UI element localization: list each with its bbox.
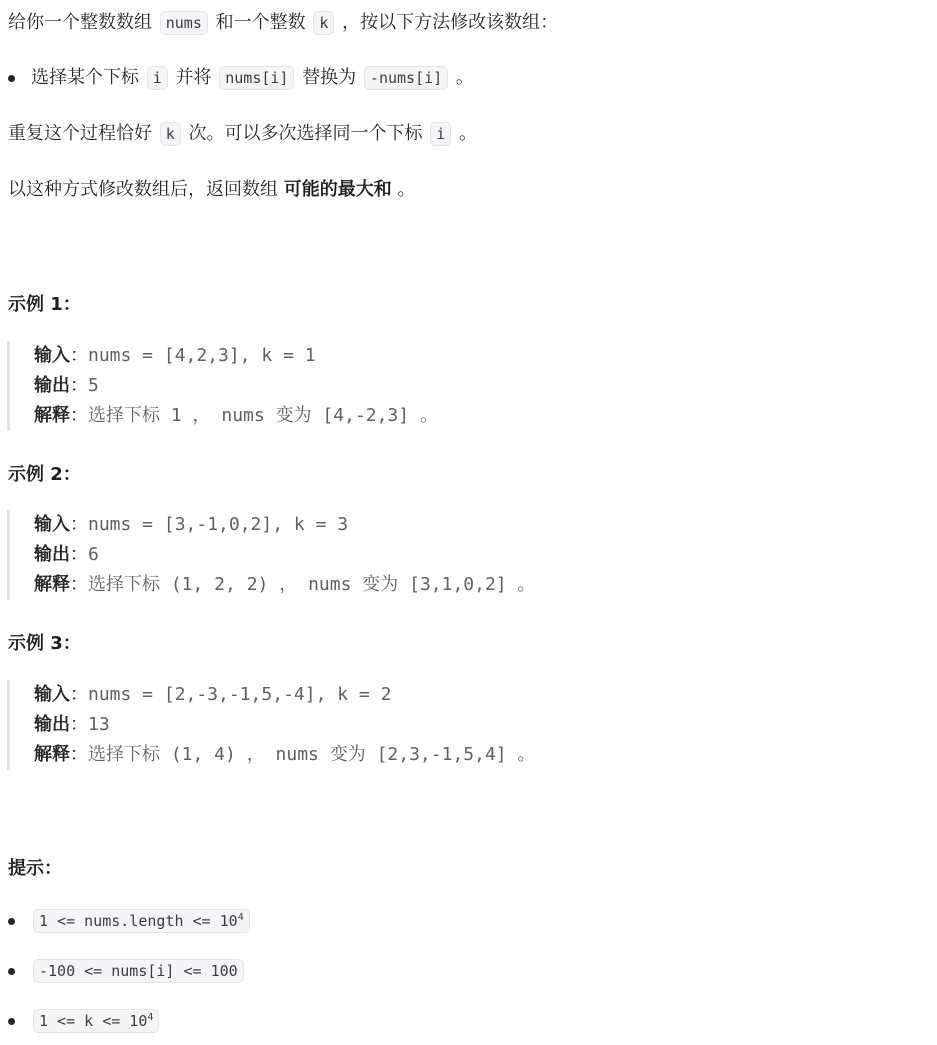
expl-comma: ， xyxy=(192,405,211,426)
hint-code-1 xyxy=(33,909,250,933)
inline-code-nums: nums xyxy=(160,11,208,35)
expl-becomes: 变为 xyxy=(362,574,399,595)
label-colon: ： xyxy=(70,714,88,735)
label-colon: ： xyxy=(70,544,88,565)
output-label: 输出 xyxy=(34,544,70,565)
expl-text: 选择下标 xyxy=(88,574,160,595)
expl-nums: nums xyxy=(275,744,319,765)
expl-comma: ， xyxy=(279,574,298,595)
input-value: nums = [3,-1,0,2], k = 3 xyxy=(88,514,349,535)
return-paragraph xyxy=(8,177,415,203)
output-label: 输出 xyxy=(34,375,70,396)
hint-text: 1 <= k <= 10 xyxy=(39,1012,148,1030)
expl-period: 。 xyxy=(419,405,438,426)
inline-code-neg-nums-i: -nums[i] xyxy=(364,66,448,90)
example-1-explanation xyxy=(34,401,894,431)
example-2-block xyxy=(7,510,894,600)
label-colon: ： xyxy=(70,405,88,426)
input-label: 输入 xyxy=(34,514,70,535)
bullet-dot-icon xyxy=(8,968,15,975)
bullet-dot-icon xyxy=(8,918,15,925)
input-label: 输入 xyxy=(34,345,70,366)
explanation-label: 解释 xyxy=(34,574,70,595)
repeat-text-2: 次。可以多次选择同一个下标 xyxy=(188,123,423,144)
label-colon: ： xyxy=(70,375,88,396)
inline-code-k: k xyxy=(313,11,334,35)
hint-exponent: 4 xyxy=(237,912,244,923)
expl-period: 。 xyxy=(517,744,536,765)
inline-code-nums-i: nums[i] xyxy=(219,66,294,90)
inline-code-i: i xyxy=(147,66,168,90)
expl-array: [4,-2,3] xyxy=(311,405,420,426)
bullet-dot-icon xyxy=(8,75,15,82)
expl-text: 选择下标 xyxy=(88,405,160,426)
return-text-2: 。 xyxy=(397,179,416,200)
example-3-block xyxy=(7,680,894,770)
input-value: nums = [2,-3,-1,5,-4], k = 2 xyxy=(88,684,392,705)
example-2-explanation xyxy=(34,570,894,600)
op-text-1: 选择某个下标 xyxy=(31,67,139,88)
example-3-explanation xyxy=(34,740,894,770)
input-label: 输入 xyxy=(34,684,70,705)
repeat-text-3: 。 xyxy=(459,123,477,144)
repeat-paragraph xyxy=(8,121,477,147)
example-2-output xyxy=(34,540,894,570)
intro-text-3: ，按以下方法修改该数组： xyxy=(342,12,559,33)
expl-text: 选择下标 xyxy=(88,744,160,765)
expl-array: [2,3,-1,5,4] xyxy=(365,744,518,765)
output-value: 13 xyxy=(88,714,110,735)
hint-text: -100 <= nums[i] <= 100 xyxy=(39,962,238,980)
operation-list-item xyxy=(31,65,474,91)
hint-text: 1 <= nums.length <= 10 xyxy=(39,912,238,930)
expl-array: [3,1,0,2] xyxy=(398,574,518,595)
example-3-input xyxy=(34,680,894,710)
label-colon: ： xyxy=(70,684,88,705)
hint-item-3 xyxy=(31,1008,161,1034)
explanation-label: 解释 xyxy=(34,405,70,426)
hint-code-3 xyxy=(33,1009,159,1033)
input-value: nums = [4,2,3], k = 1 xyxy=(88,345,316,366)
return-bold-text: 可能的最大和 xyxy=(283,179,392,200)
output-value: 5 xyxy=(88,375,99,396)
example-3-output xyxy=(34,710,894,740)
return-text-1: 以这种方式修改数组后，返回数组 xyxy=(8,179,278,200)
output-label: 输出 xyxy=(34,714,70,735)
inline-code-k: k xyxy=(160,122,181,146)
hints-title: 提示： xyxy=(8,858,62,879)
expl-index: (1, 4) xyxy=(160,744,247,765)
example-1-block xyxy=(7,341,894,431)
label-colon: ： xyxy=(70,744,88,765)
hint-code-2 xyxy=(33,959,244,983)
expl-comma: ， xyxy=(246,744,265,765)
expl-nums: nums xyxy=(221,405,265,426)
intro-text-2: 和一个整数 xyxy=(215,12,306,33)
expl-index: (1, 2, 2) xyxy=(160,574,280,595)
label-colon: ： xyxy=(70,345,88,366)
repeat-text-1: 重复这个过程恰好 xyxy=(8,123,152,144)
inline-code-i: i xyxy=(430,122,451,146)
expl-index: 1 xyxy=(160,405,193,426)
op-text-2: 并将 xyxy=(175,67,212,88)
label-colon: ： xyxy=(70,574,88,595)
expl-becomes: 变为 xyxy=(275,405,312,426)
bullet-dot-icon xyxy=(8,1018,15,1025)
example-2-input xyxy=(34,510,894,540)
example-2-title: 示例 2： xyxy=(8,464,81,485)
example-1-input xyxy=(34,341,894,371)
example-1-title: 示例 1： xyxy=(8,294,81,315)
op-text-3: 替换为 xyxy=(302,67,357,88)
label-colon: ： xyxy=(70,514,88,535)
hint-item-2 xyxy=(31,958,246,984)
explanation-label: 解释 xyxy=(34,744,70,765)
hint-exponent: 4 xyxy=(147,1012,154,1023)
intro-text-1: 给你一个整数数组 xyxy=(8,12,152,33)
expl-becomes: 变为 xyxy=(329,744,366,765)
example-1-output xyxy=(34,371,894,401)
expl-period: 。 xyxy=(517,574,536,595)
intro-paragraph xyxy=(8,10,558,36)
hint-item-1 xyxy=(31,908,252,934)
expl-nums: nums xyxy=(308,574,352,595)
output-value: 6 xyxy=(88,544,99,565)
example-3-title: 示例 3： xyxy=(8,633,81,654)
op-text-4: 。 xyxy=(455,67,474,88)
